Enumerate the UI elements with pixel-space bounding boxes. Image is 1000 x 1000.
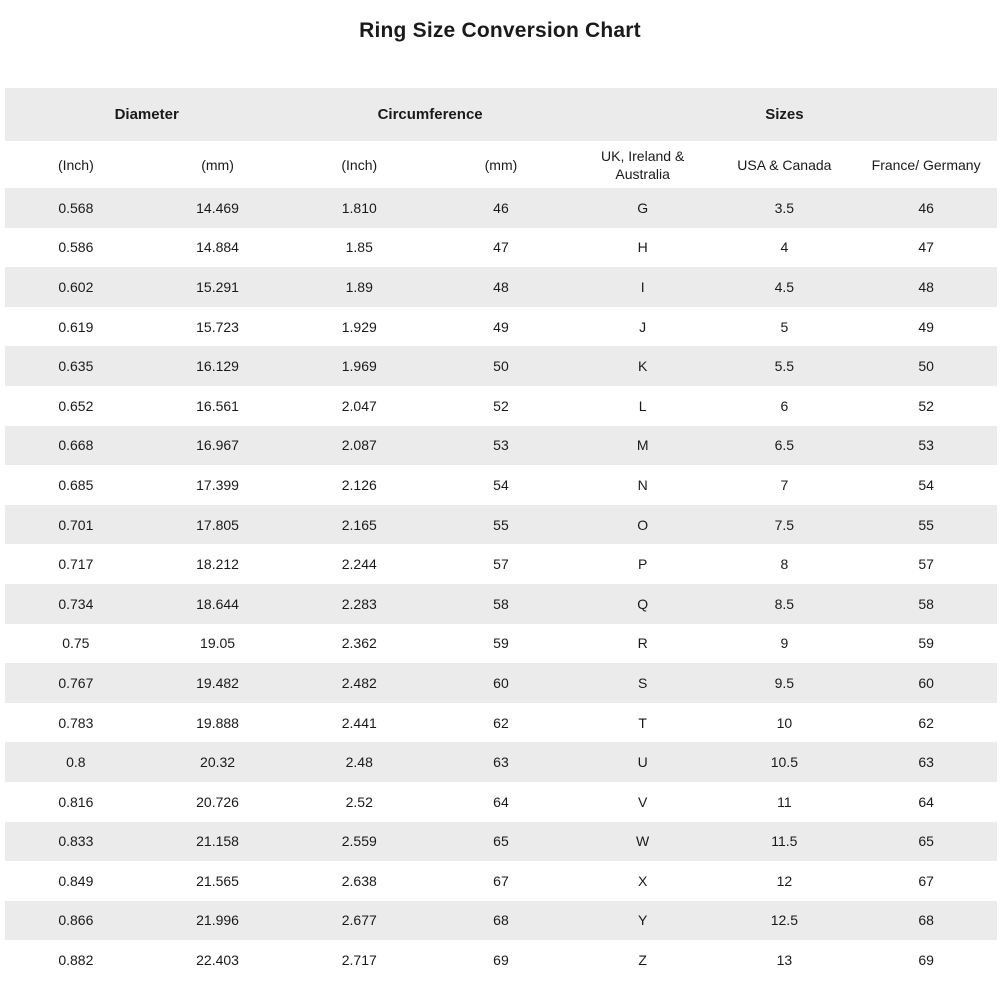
table-cell: 19.05 xyxy=(200,635,236,652)
table-cell: 59 xyxy=(918,635,934,652)
table-cell: 46 xyxy=(493,199,509,216)
table-cell: L xyxy=(638,397,647,414)
table-cell: 0.586 xyxy=(58,239,94,256)
table-cell: 2.52 xyxy=(345,793,373,810)
table-cell: 62 xyxy=(493,714,509,731)
table-body xyxy=(5,188,997,980)
table-cell: 1.969 xyxy=(341,358,377,375)
table-cell: Y xyxy=(637,912,648,929)
table-cell: 49 xyxy=(918,318,934,335)
table-cell: 0.668 xyxy=(58,437,94,454)
table-row xyxy=(5,742,997,782)
table-cell: 60 xyxy=(918,674,934,691)
table-cell: K xyxy=(637,358,648,375)
table-cell: 55 xyxy=(493,516,509,533)
table-cell: 0.717 xyxy=(58,556,94,573)
table-cell: 58 xyxy=(918,595,934,612)
table-cell: 48 xyxy=(493,278,509,295)
table-cell: 48 xyxy=(918,278,934,295)
table-row xyxy=(5,822,997,862)
table-row xyxy=(5,346,997,386)
group-header-circumference: Circumference xyxy=(288,88,571,141)
table-row xyxy=(5,465,997,505)
table-cell: 65 xyxy=(493,833,509,850)
table-cell: 1.810 xyxy=(341,199,377,216)
table-cell: 0.833 xyxy=(58,833,94,850)
table-cell: 47 xyxy=(918,239,934,256)
group-header-sizes: Sizes xyxy=(572,88,997,141)
column-header-circumference-mm: (mm) xyxy=(430,141,572,188)
table-cell: U xyxy=(637,754,648,771)
table-cell: 12.5 xyxy=(770,912,798,929)
table-cell: P xyxy=(637,556,648,573)
table-cell: 55 xyxy=(918,516,934,533)
table-cell: G xyxy=(637,199,649,216)
table-cell: 53 xyxy=(493,437,509,454)
column-header-france-germany: France/ Germany xyxy=(855,141,997,188)
table-cell: 2.087 xyxy=(341,437,377,454)
table-cell: 62 xyxy=(918,714,934,731)
table-cell: 6.5 xyxy=(774,437,795,454)
table-cell: 58 xyxy=(493,595,509,612)
table-cell: 2.717 xyxy=(341,952,377,969)
table-cell: 13 xyxy=(776,952,793,969)
table-cell: H xyxy=(637,239,648,256)
table-cell: 2.126 xyxy=(341,476,377,493)
table-cell: I xyxy=(640,278,645,295)
table-row xyxy=(5,940,997,980)
table-cell: 57 xyxy=(493,556,509,573)
table-cell: 65 xyxy=(918,833,934,850)
table-cell: 64 xyxy=(493,793,509,810)
table-cell: 2.482 xyxy=(341,674,377,691)
table-cell: 63 xyxy=(918,754,934,771)
table-cell: 1.929 xyxy=(341,318,377,335)
table-cell: 19.888 xyxy=(196,714,239,731)
column-header-circumference-inch: (Inch) xyxy=(288,141,430,188)
table-cell: 67 xyxy=(918,872,934,889)
table-cell: 0.767 xyxy=(58,674,94,691)
table-cell: 0.602 xyxy=(58,278,94,295)
table-cell: 0.685 xyxy=(58,476,94,493)
table-cell: 19.482 xyxy=(196,674,239,691)
table-row xyxy=(5,861,997,901)
table-cell: 69 xyxy=(493,952,509,969)
table-cell: 17.399 xyxy=(196,476,239,493)
table-row xyxy=(5,703,997,743)
table-cell: 2.441 xyxy=(341,714,377,731)
table-cell: 52 xyxy=(493,397,509,414)
table-cell: 53 xyxy=(918,437,934,454)
table-cell: 18.644 xyxy=(196,595,239,612)
table-cell: 2.283 xyxy=(341,595,377,612)
table-cell: 54 xyxy=(918,476,934,493)
table-cell: 16.129 xyxy=(196,358,239,375)
table-row xyxy=(5,228,997,268)
table-cell: 68 xyxy=(493,912,509,929)
table-cell: 59 xyxy=(493,635,509,652)
table-cell: 4.5 xyxy=(774,278,795,295)
table-cell: 2.165 xyxy=(341,516,377,533)
table-cell: 9.5 xyxy=(774,674,795,691)
table-cell: 0.635 xyxy=(58,358,94,375)
group-header-row xyxy=(5,88,997,141)
table-cell: 54 xyxy=(493,476,509,493)
table-cell: 20.32 xyxy=(200,754,236,771)
table-cell: 63 xyxy=(493,754,509,771)
table-cell: 57 xyxy=(918,556,934,573)
table-cell: Z xyxy=(638,952,647,969)
table-cell: 50 xyxy=(493,358,509,375)
table-row xyxy=(5,188,997,228)
table-cell: 18.212 xyxy=(196,556,239,573)
table-cell: 8.5 xyxy=(774,595,795,612)
table-cell: 6 xyxy=(780,397,789,414)
table-cell: 11.5 xyxy=(771,833,798,850)
table-cell: 0.734 xyxy=(58,595,94,612)
table-cell: R xyxy=(637,635,648,652)
table-cell: 0.866 xyxy=(58,912,94,929)
table-cell: S xyxy=(637,674,648,691)
table-header xyxy=(5,88,997,188)
table-cell: 2.047 xyxy=(341,397,377,414)
table-cell: 4 xyxy=(780,239,789,256)
column-header-usa-canada: USA & Canada xyxy=(714,141,856,188)
table-cell: 0.568 xyxy=(58,199,94,216)
table-row xyxy=(5,663,997,703)
table-row xyxy=(5,544,997,584)
table-cell: 14.469 xyxy=(196,199,239,216)
table-cell: 50 xyxy=(918,358,934,375)
title-area xyxy=(0,0,1000,88)
table-cell: 8 xyxy=(780,556,789,573)
column-header-diameter-mm: (mm) xyxy=(147,141,289,188)
table-row xyxy=(5,624,997,664)
table-cell: 15.291 xyxy=(196,278,239,295)
table-cell: 15.723 xyxy=(196,318,239,335)
table-cell: 5 xyxy=(780,318,789,335)
table-cell: W xyxy=(636,833,650,850)
table-cell: M xyxy=(636,437,649,454)
table-row xyxy=(5,307,997,347)
page-title: Ring Size Conversion Chart xyxy=(359,19,641,42)
table-cell: 0.619 xyxy=(58,318,94,335)
table-cell: 2.559 xyxy=(341,833,377,850)
table-row xyxy=(5,584,997,624)
table-cell: 49 xyxy=(493,318,509,335)
table-cell: 0.8 xyxy=(66,754,86,771)
column-header-uk-ireland-australia: UK, Ireland & Australia xyxy=(572,141,714,188)
table-cell: Q xyxy=(637,595,649,612)
table-cell: 0.783 xyxy=(58,714,94,731)
table-cell: 22.403 xyxy=(196,952,239,969)
table-cell: 0.701 xyxy=(58,516,94,533)
table-cell: 67 xyxy=(493,872,509,889)
table-cell: 52 xyxy=(918,397,934,414)
table-cell: 69 xyxy=(918,952,934,969)
table-cell: 0.75 xyxy=(62,635,90,652)
table-cell: 1.89 xyxy=(345,278,373,295)
table-cell: 60 xyxy=(493,674,509,691)
table-cell: 17.805 xyxy=(196,516,239,533)
table-cell: X xyxy=(637,872,648,889)
table-cell: 0.652 xyxy=(58,397,94,414)
table-cell: 14.884 xyxy=(196,239,239,256)
table-cell: O xyxy=(637,516,649,533)
table-cell: 7 xyxy=(780,476,789,493)
table-cell: 12 xyxy=(776,872,793,889)
table-cell: 21.158 xyxy=(196,833,239,850)
table-cell: 2.638 xyxy=(341,872,377,889)
table-cell: 5.5 xyxy=(774,358,795,375)
table-cell: T xyxy=(638,714,647,731)
table-cell: 9 xyxy=(780,635,789,652)
table-cell: 0.816 xyxy=(58,793,94,810)
table-cell: 21.565 xyxy=(196,872,239,889)
table-cell: 10.5 xyxy=(770,754,798,771)
table-cell: 16.967 xyxy=(196,437,239,454)
table-cell: 68 xyxy=(918,912,934,929)
table-cell: 64 xyxy=(918,793,934,810)
table-cell: 2.48 xyxy=(345,754,373,771)
table-row xyxy=(5,901,997,941)
ring-size-conversion-table xyxy=(5,88,997,980)
table-cell: 7.5 xyxy=(774,516,795,533)
table-cell: N xyxy=(637,476,648,493)
table-cell: 0.882 xyxy=(58,952,94,969)
table-cell: 1.85 xyxy=(345,239,373,256)
table-cell: 16.561 xyxy=(196,397,239,414)
group-header-diameter: Diameter xyxy=(5,88,288,141)
table-cell: 3.5 xyxy=(774,199,795,216)
table-row xyxy=(5,426,997,466)
table-cell: 11 xyxy=(777,793,792,810)
table-cell: 2.677 xyxy=(341,912,377,929)
column-header-row xyxy=(5,141,997,188)
table-row xyxy=(5,782,997,822)
table-cell: 46 xyxy=(918,199,934,216)
table-cell: 2.362 xyxy=(341,635,377,652)
table-row xyxy=(5,386,997,426)
table-cell: 2.244 xyxy=(341,556,377,573)
table-cell: J xyxy=(639,318,647,335)
column-header-diameter-inch: (Inch) xyxy=(5,141,147,188)
table-cell: 20.726 xyxy=(196,793,239,810)
table-cell: 10 xyxy=(776,714,793,731)
table-cell: 21.996 xyxy=(196,912,239,929)
table-cell: V xyxy=(637,793,648,810)
table-cell: 47 xyxy=(493,239,509,256)
table-cell: 0.849 xyxy=(58,872,94,889)
table-row xyxy=(5,267,997,307)
table-row xyxy=(5,505,997,545)
